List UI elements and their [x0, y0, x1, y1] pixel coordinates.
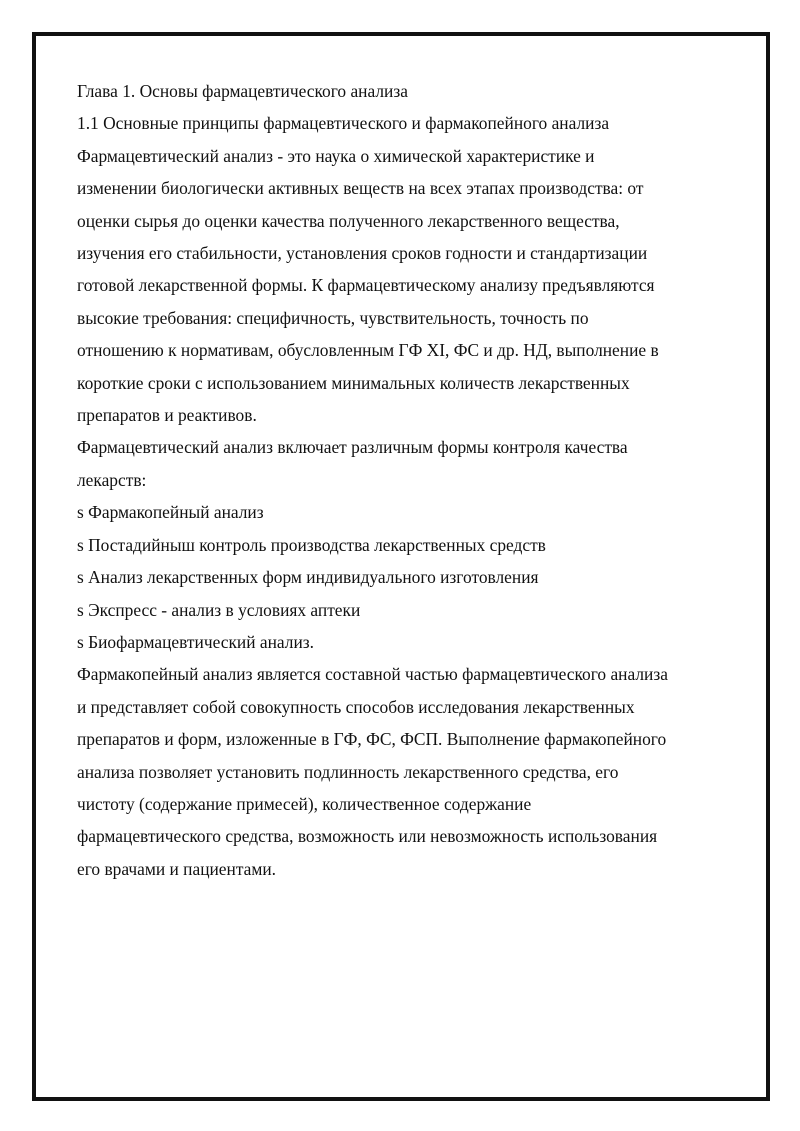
text-line: готовой лекарственной формы. К фармацевтическому анализу предъявляются: [77, 275, 655, 296]
text-line: фармацевтического средства, возможность или невозможность использования: [77, 826, 658, 847]
text-line: изучения его стабильности, установления сроков годности и стандартизации: [77, 243, 648, 264]
paragraph-definition: [77, 140, 737, 432]
document-body: [77, 75, 737, 885]
text-line: анализа позволяет установить подлинность лекарственного средства, его: [77, 761, 619, 782]
text-line: короткие сроки с использованием минимальных количеств лекарственных: [77, 372, 630, 393]
paragraph-forms-intro: [77, 431, 737, 496]
list-item: s Фармакопейный анализ: [77, 502, 264, 523]
chapter-title: Глава 1. Основы фармацевтического анализа: [77, 81, 408, 101]
text-line: Фармацевтический анализ включает различным формы контроля качества: [77, 437, 628, 458]
forms-list: [77, 496, 737, 658]
list-item: s Постадийныш контроль производства лекарственных средств: [77, 534, 546, 555]
text-line: чистоту (содержание примесей), количественное содержание: [77, 793, 532, 814]
list-item: s Экспресс - анализ в условиях аптеки: [77, 599, 361, 620]
text-line: его врачами и пациентами.: [77, 858, 277, 879]
list-item: s Анализ лекарственных форм индивидуального изготовления: [77, 567, 539, 588]
text-line: оценки сырья до оценки качества полученного лекарственного вещества,: [77, 210, 620, 231]
text-line: и представляет собой совокупность способов исследования лекарственных: [77, 696, 635, 717]
text-line: препаратов и реактивов.: [77, 405, 257, 426]
text-line: лекарств:: [77, 469, 147, 490]
text-line: Фармацевтический анализ - это наука о химической характеристике и: [77, 145, 595, 166]
text-line: высокие требования: специфичность, чувствительность, точность по: [77, 307, 589, 328]
paragraph-pharmacopoeia: [77, 658, 737, 885]
section-title: 1.1 Основные принципы фармацевтического и фармакопейного анализа: [77, 113, 610, 134]
text-line: отношению к нормативам, обусловленным ГФ XI, ФС и др. НД, выполнение в: [77, 340, 659, 361]
text-line: препаратов и форм, изложенные в ГФ, ФС, ФСП. Выполнение фармакопейного: [77, 729, 667, 750]
text-line: изменении биологически активных веществ на всех этапах производства: от: [77, 178, 644, 199]
list-item: s Биофармацевтический анализ.: [77, 631, 314, 652]
text-line: Фармакопейный анализ является составной частью фармацевтического анализа: [77, 664, 668, 685]
